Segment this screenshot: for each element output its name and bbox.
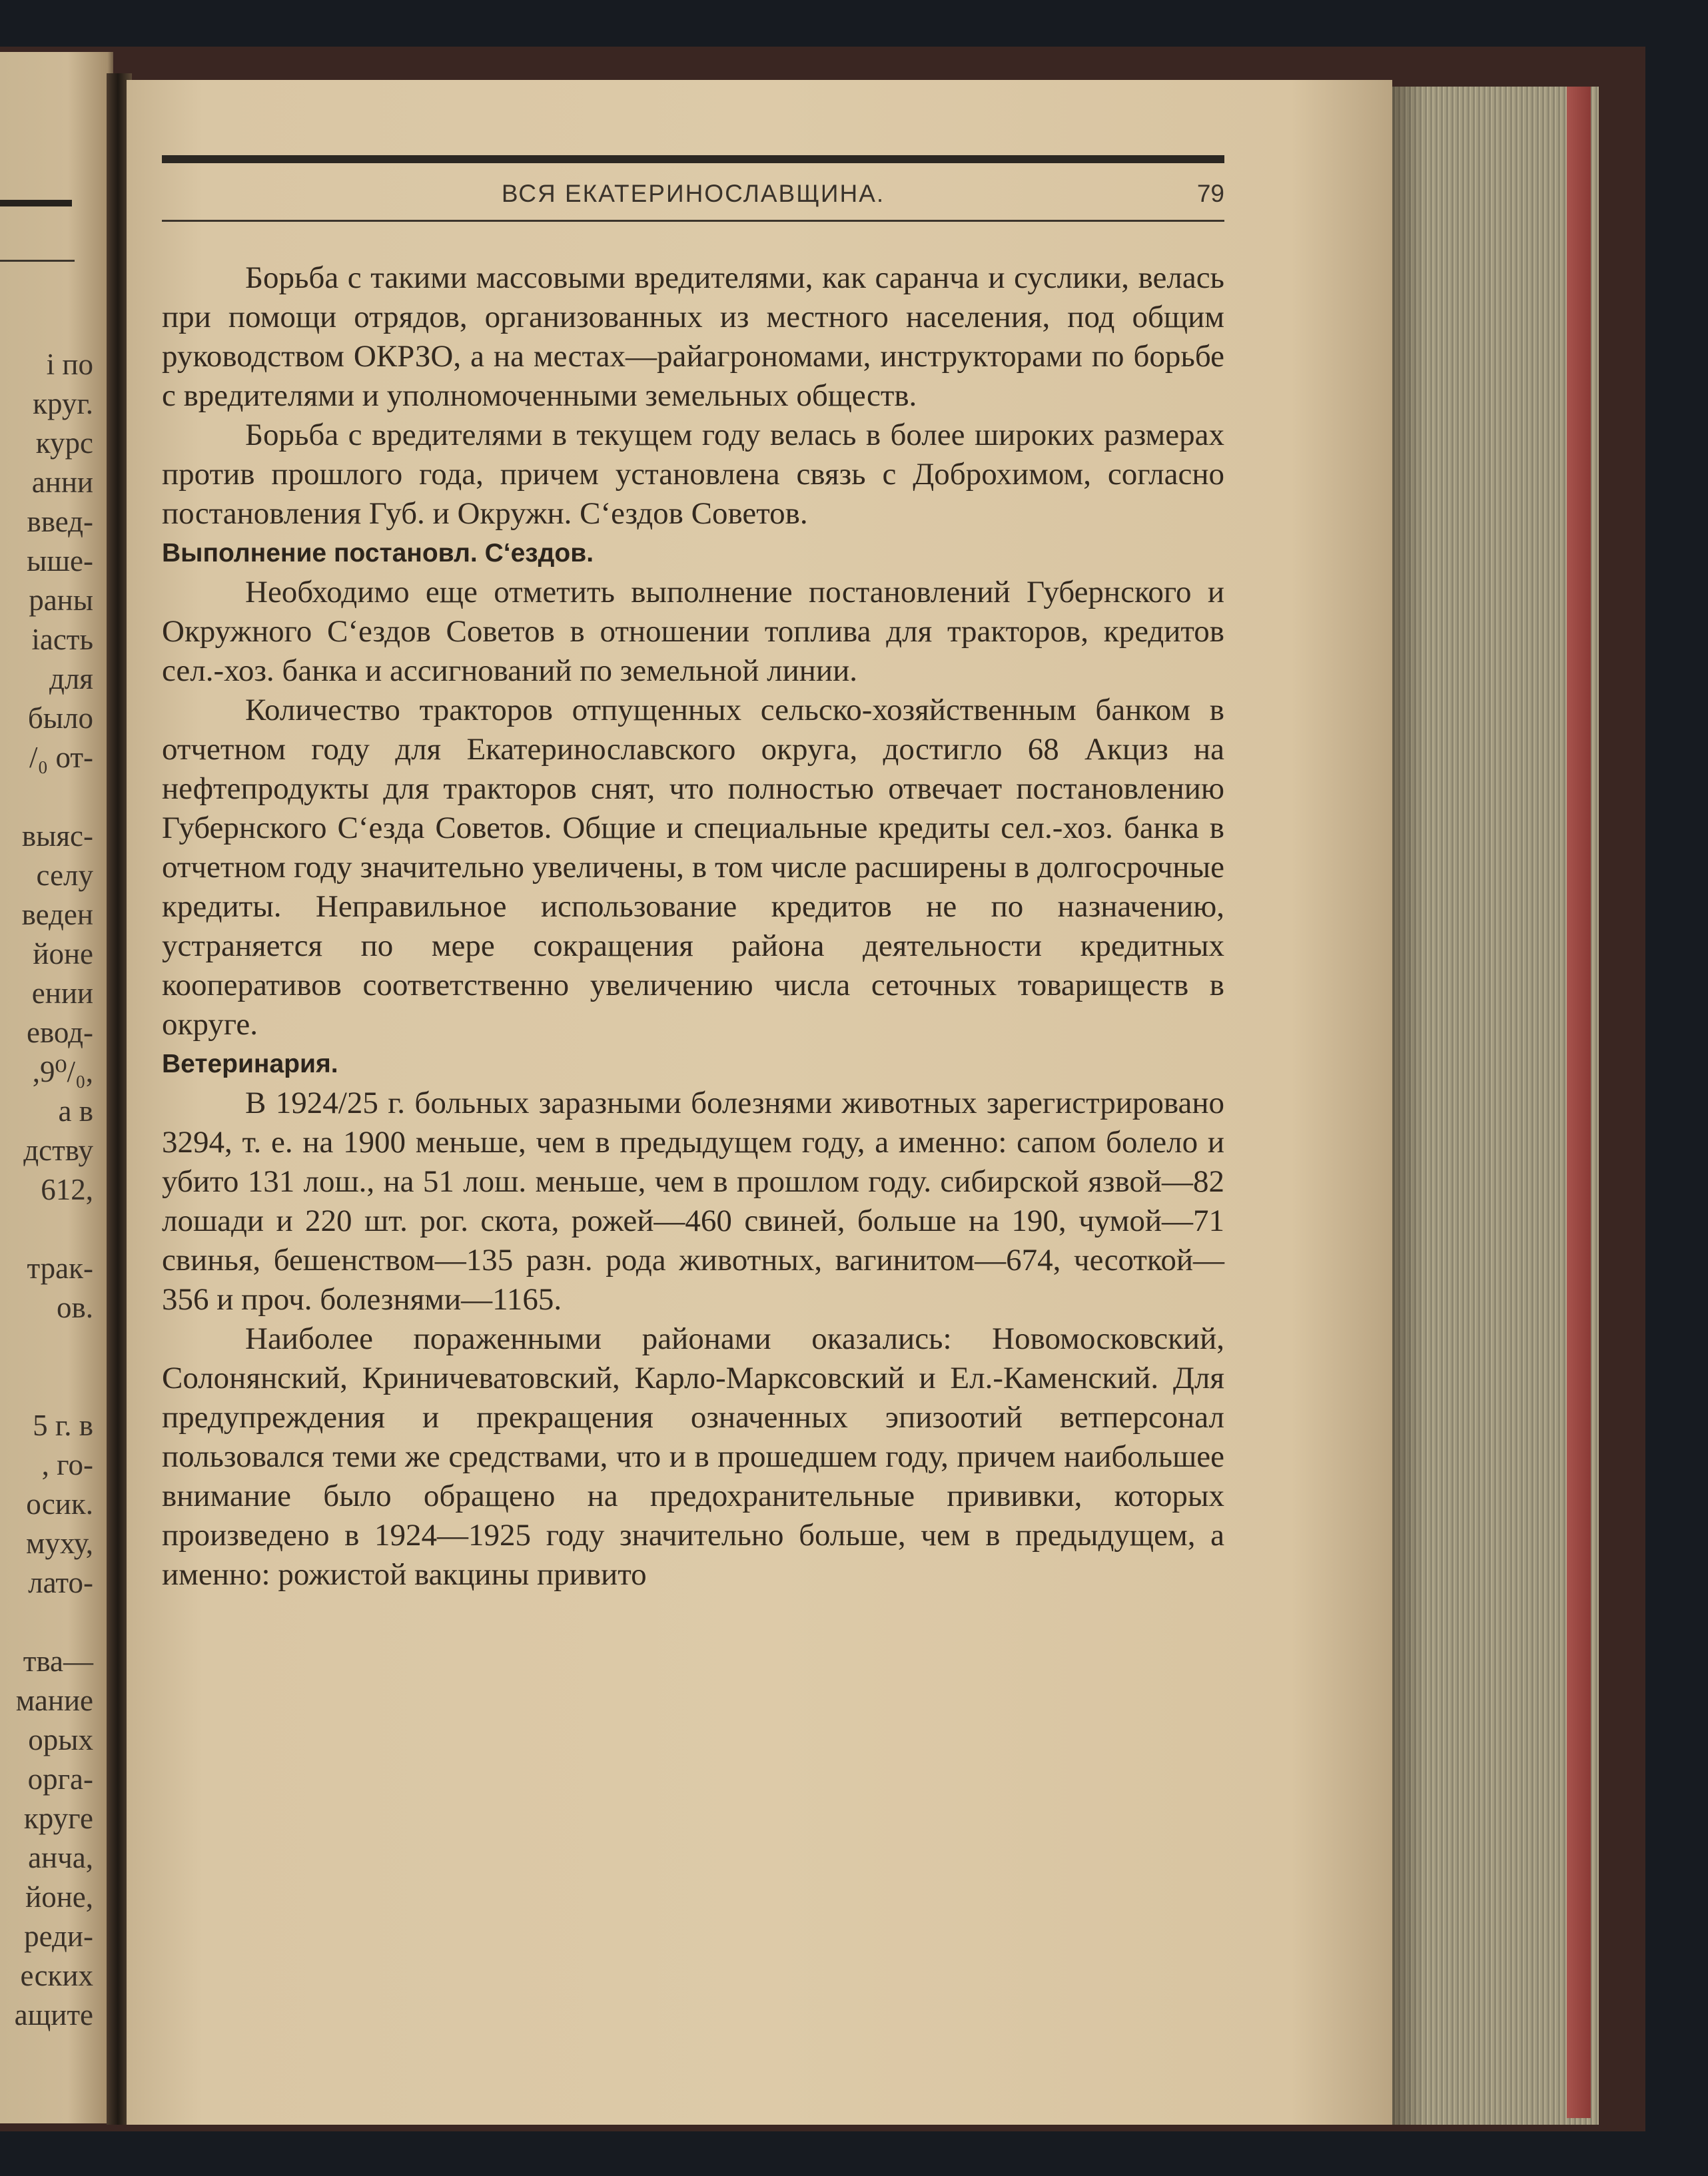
cover-edge: [1567, 87, 1591, 2118]
left-page-line: лато-: [28, 1566, 93, 1599]
left-page-line: курс: [35, 426, 93, 460]
left-page-line: введ-: [27, 505, 93, 538]
left-page-line: [0, 1367, 93, 1406]
left-page-line: ов.: [57, 1291, 93, 1324]
left-page-text-fragments: [0, 345, 93, 2035]
left-page-line: еских: [20, 1959, 93, 1992]
left-page-line: евод-: [27, 1016, 93, 1049]
header-underline: [162, 220, 1224, 222]
left-page-line: 5 г. в: [33, 1409, 93, 1442]
left-page-line: веден: [21, 898, 93, 931]
section-heading: Ветеринария.: [162, 1050, 338, 1078]
paragraph: Борьба с вредителями в текущем году велась в более широких размерах против прошлого года, причем установлена связь с Доброхимом, согласно постановления Губ. и Окружн. С‘ездов Советов.: [162, 418, 1224, 531]
left-page-line: реди-: [24, 1920, 93, 1953]
paragraph: В 1924/25 г. больных заразными болезнями животных зарегистрировано 3294, т. е. на 1900 меньше, чем в предыдущем году, а именно: сапом болело и убито 131 лош., на 51 лош. меньше, чем в прошлом году. сибирской язвой—82 лошади и 220 шт. рог. скота, рожей—460 свиней, больше на 190, чумой—71 свинья, бешенством—135 разн. рода животных, вагинитом—674, чесоткой—356 и проч. болезнями—1165.: [162, 1086, 1224, 1317]
running-title: ВСЯ ЕКАТЕРИНОСЛАВЩИНА.: [501, 180, 885, 207]
left-page-line: орга-: [27, 1762, 93, 1796]
left-page-line: круг.: [33, 387, 93, 420]
left-page-line: йоне: [33, 937, 93, 970]
left-page-line: было: [27, 701, 93, 735]
left-page-line: іасть: [31, 623, 93, 656]
left-page-line: /₀ от-: [29, 741, 93, 774]
left-page-line: трак-: [27, 1252, 93, 1285]
left-page: [0, 52, 113, 2123]
left-page-line: [0, 1210, 93, 1249]
section-heading: Выполнение постановл. С‘ездов.: [162, 539, 594, 567]
paragraph: Количество тракторов отпущенных сельско-хозяйственным банком в отчетном году для Екатеринославского округа, достигло 68 Акциз на нефтепродукты для тракторов снят, что полностью отвечает постановлению Губернского С‘езда Советов. Общие и специальные кредиты сел.-хоз. банка в отчетном году значительно увеличены, в том числе расширены в долгосрочные кредиты. Неправильное использование кредитов не по назначению, устраняется по мере сокращения района деятельности кредитных кооперативов соответственно увеличению числа сеточных товариществ в округе.: [162, 693, 1224, 1042]
paragraph: Борьба с такими массовыми вредителями, как саранча и суслики, велась при помощи отрядов, организованных из местного населения, под общим руководством ОКРЗО, а на местах—райагрономами, инструкторами по борьбе с вредителями и уполномоченными земельных обществ.: [162, 260, 1224, 413]
left-page-line: орых: [28, 1723, 93, 1756]
left-page-line: раны: [29, 583, 93, 617]
left-page-line: выяс-: [21, 819, 93, 853]
left-page-line: анни: [31, 466, 93, 499]
left-page-line: [0, 1327, 93, 1367]
left-page-line: дству: [23, 1134, 93, 1167]
left-page-line: круге: [23, 1802, 93, 1835]
paragraph: Наиболее пораженными районами оказались: Новомосковский, Солонянский, Криничеватовский, Карло-Марксовский и Ел.-Каменский. Для предупреждения и прекращения означенных эпизоотий ветперсонал пользовался теми же средствами, что и в прошедшем году, причем наибольшее внимание было обращено на предохранительные прививки, которых произведено в 1924—1925 году значительно больше, чем в предыдущем, а именно: рожистой вакцины привито: [162, 1321, 1224, 1592]
header-rule: [162, 155, 1224, 163]
page-number: 79: [1196, 180, 1224, 207]
left-page-line: ,9⁰/₀,: [32, 1055, 93, 1088]
left-page-line: [0, 1603, 93, 1642]
left-page-line: тва—: [23, 1644, 93, 1678]
left-page-line: селу: [36, 859, 93, 892]
left-page-line: осик.: [26, 1487, 93, 1521]
left-page-header-rule: [0, 200, 72, 206]
paragraph: Необходимо еще отметить выполнение постановлений Губернского и Окружного С‘ездов Советов в отношении топлива для тракторов, кредитов сел.-хоз. банка и ассигнований по земельной линии.: [162, 575, 1224, 688]
left-page-line: йоне,: [25, 1880, 93, 1914]
left-page-line: , го-: [41, 1448, 93, 1481]
page-body: [162, 258, 1224, 1595]
left-page-header-thin-rule: [0, 260, 75, 262]
left-page-line: анча,: [28, 1841, 93, 1874]
left-page-line: ении: [31, 976, 93, 1010]
left-page-line: для: [49, 662, 93, 695]
left-page-line: 612,: [41, 1173, 93, 1206]
left-page-line: ыше-: [27, 544, 93, 577]
left-page-line: а в: [58, 1094, 93, 1128]
left-page-line: [0, 777, 93, 817]
left-page-line: мание: [15, 1684, 93, 1717]
left-page-line: ащите: [14, 1998, 93, 2031]
left-page-line: муху,: [25, 1527, 93, 1560]
left-page-line: і по: [46, 348, 93, 381]
